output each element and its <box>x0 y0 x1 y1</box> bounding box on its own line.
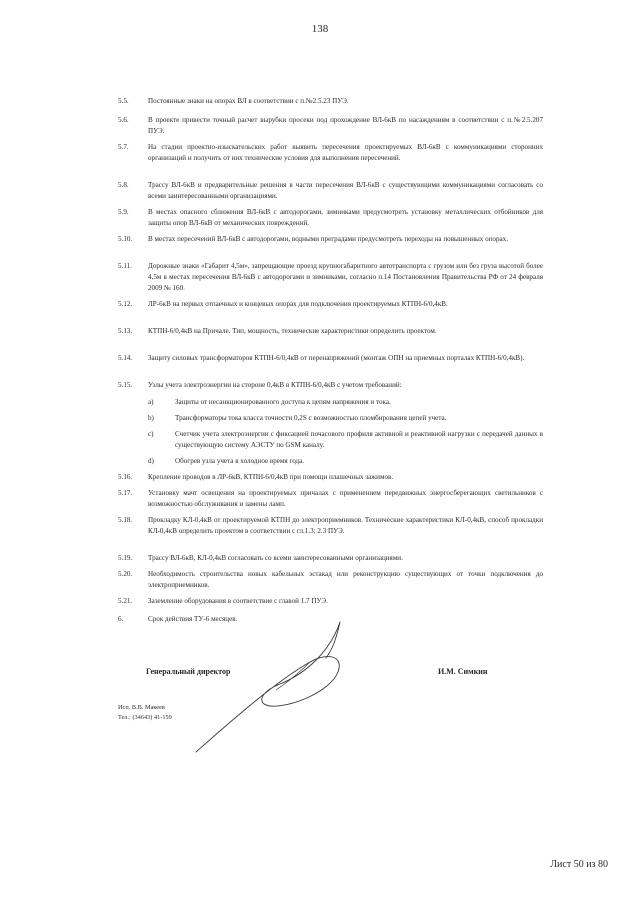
item-number: 5.20. <box>118 570 133 578</box>
item-number: 5.18. <box>118 516 133 524</box>
page-number: 138 <box>311 23 329 35</box>
list-item <box>0 207 640 234</box>
list-item <box>0 326 640 353</box>
item-text: Трассу ВЛ-6кВ, КЛ-0,4кВ согласовать со всеми заинтересованными организациями. <box>148 554 403 562</box>
item-text: Узлы учета электроэнергии на стороне 0,4кВ в КТПН-6/0,4кВ с учетом требований: <box>148 381 402 389</box>
item-text: Трассу ВЛ-6кВ и предварительные решения в части пересечения ВЛ-6кВ с существующими коммуникациями согласовать со всеми заинтересованными организациями. <box>148 181 543 200</box>
list-item <box>0 353 640 380</box>
item-number: 5.6. <box>118 116 129 124</box>
item-number: 5.8. <box>118 181 129 189</box>
item-number: 5.5. <box>118 97 129 105</box>
item-text: Счетчик учета электроэнергии с фиксацией почасового профиля активной и реактивной нагрузки с передачей данных в существующую систему АЭСТУ по GSM каналу. <box>175 430 543 449</box>
sheet-counter: Лист 50 из 80 <box>550 859 608 870</box>
item-text: Дорожные знаки «Габарит 4,5м», запрещающие проезд крупногабаритного автотранспорта с грузом или без груза высотой более 4,5м в местах пересечения ВЛ-6кВ с автодорогами и зимниками, согласно п.14 Постановления Правительства РФ от 24 февраля 2009 № 160. <box>148 262 543 292</box>
item-number: 5.11. <box>118 262 132 270</box>
item-text: В проекте привести точный расчет вырубки просеки под прохождение ВЛ-6кВ по насаждениям в соответствии с п.№2.5.207 ПУЭ. <box>148 116 543 135</box>
item-text: КТПН-6/0,4кВ на Причале. Тип, мощность, технические характеристики определить проектом. <box>148 327 437 335</box>
list-item <box>0 96 640 115</box>
item-number: 6. <box>118 615 124 623</box>
item-number: 5.16. <box>118 473 133 481</box>
item-number: 5.7. <box>118 143 129 151</box>
item-number: 5.21. <box>118 597 133 605</box>
item-number: 5.17. <box>118 489 133 497</box>
item-text: Обогрев узла учета в холодное время года. <box>175 457 305 465</box>
sub-list-item <box>0 413 640 429</box>
item-text: ЛР-6кВ на первых отпаечных и концевых опорах для подключения проектируемых КТПН-6/0,4кВ. <box>148 300 448 308</box>
list-item <box>0 380 640 397</box>
signatory-title: Генеральный директор <box>146 667 231 676</box>
list-item <box>0 488 640 515</box>
item-text: Защиту силовых трансформаторов КТПН-6/0,4кВ от перенапряжений (монтаж ОПН на приемных порталах КТПН-6/0,4кВ). <box>148 354 525 362</box>
item-text: Заземление оборудования в соответствие с главой 1.7 ПУЭ. <box>148 597 328 605</box>
item-text: Постоянные знаки на опорах ВЛ в соответствии с п.№2.5.23 ПУЭ. <box>148 97 349 105</box>
list-item <box>0 142 640 180</box>
item-text: Защиты от несанкционированного доступа к цепям напряжения и тока. <box>175 398 391 406</box>
list-item <box>0 234 640 261</box>
executor-phone: Тел.: (34643) 41-159 <box>118 714 172 721</box>
list-item <box>0 115 640 142</box>
item-text: Прокладку КЛ-0,4кВ от проектируемой КТПН до электроприемников. Технические характеристики КЛ-0,4кВ, способ прокладки КЛ-0,4кВ определить проектом в соответствии с гл.1.3; 2.3 ПУЭ. <box>148 516 543 535</box>
item-text: Установку мачт освещения на проектируемых причалах с применением передвижных энергосберегающих светильников с возможностью обслуживания и замены ламп. <box>148 489 543 508</box>
item-text: Трансформаторы тока класса точности 0,2S с возможностью пломбирования цепей учета. <box>175 414 447 422</box>
signatory-name: И.М. Симкин <box>438 667 488 676</box>
list-item <box>0 261 640 299</box>
item-letter: a) <box>148 398 154 406</box>
item-letter: b) <box>148 414 154 422</box>
list-item <box>0 180 640 207</box>
item-text: Необходимость строительства новых кабельных эстакад или реконструкцию существующих от точки подключения до электроприемников. <box>148 570 543 589</box>
list-item <box>0 515 640 553</box>
item-number: 5.19. <box>118 554 133 562</box>
item-number: 5.9. <box>118 208 129 216</box>
list-item <box>0 569 640 596</box>
item-letter: d) <box>148 457 154 465</box>
item-number: 5.10. <box>118 235 133 243</box>
item-letter: c) <box>148 430 154 438</box>
sub-list-item <box>0 456 640 472</box>
executor-info <box>118 703 172 723</box>
item-text: Крепление проводов в ЛР-6кВ, КТПН-6/0,4кВ при помощи плашечных зажимов. <box>148 473 394 481</box>
sub-list-item <box>0 429 640 456</box>
item-number: 5.12. <box>118 300 133 308</box>
item-text: В местах пересечений ВЛ-6кВ с автодорогами, водными преградами предусмотреть переходы на повышенных опорах. <box>148 235 508 243</box>
list-item <box>0 472 640 488</box>
item-number: 5.13. <box>118 327 133 335</box>
conditions-list <box>0 96 640 630</box>
executor-name: Исп. В.В. Макеев <box>118 704 165 711</box>
item-text: На стадии проектно-изыскательских работ выявить пересечения проектируемых ВЛ-6кВ с коммуникациями сторонних организаций и получить от них технические условия для выполнения пересечений. <box>148 143 543 162</box>
item-number: 5.15. <box>118 381 133 389</box>
sub-list-item <box>0 397 640 413</box>
handwritten-signature <box>190 612 350 762</box>
item-text: Срок действия ТУ-6 месяцев. <box>148 615 238 623</box>
list-item <box>0 553 640 569</box>
item-number: 5.14. <box>118 354 133 362</box>
list-item <box>0 299 640 326</box>
item-text: В местах опасного сближения ВЛ-6кВ с автодорогами, зимниками предусмотреть установку металлических отбойников для защиты опор ВЛ-6кВ от механических повреждений. <box>148 208 543 227</box>
